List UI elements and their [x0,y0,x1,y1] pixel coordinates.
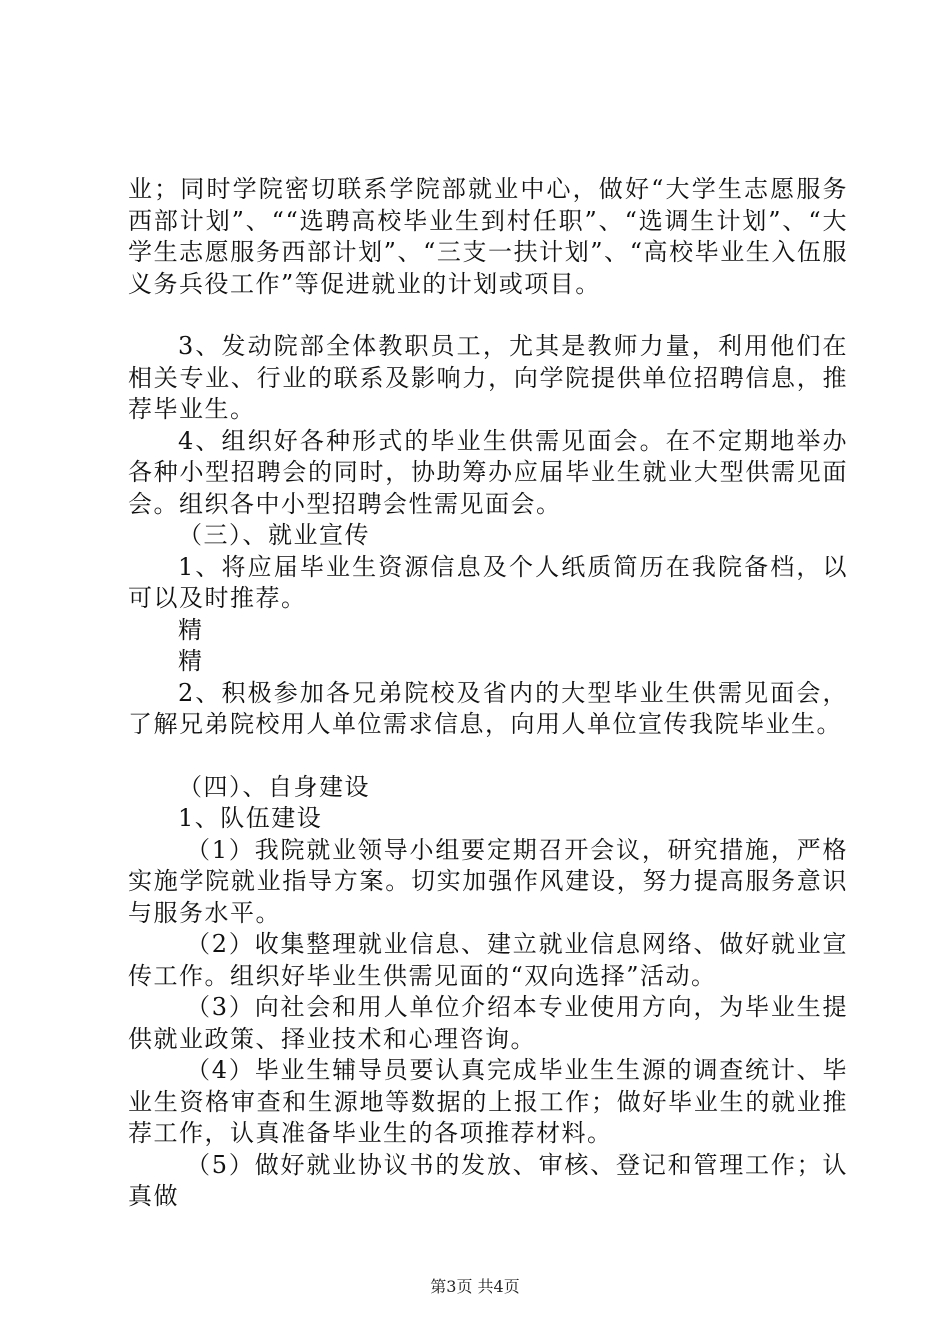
paragraph-marker-1: 精 [178,615,204,644]
paragraph-item-2: （2）收集整理就业信息、建立就业信息网络、做好就业宣传工作。组织好毕业生供需见面的“双向选择”活动。 [128,930,848,990]
paragraph-item-1: （1）我院就业领导小组要定期召开会议，研究措施，严格实施学院就业指导方案。切实加强作风建设，努力提高服务意识与服务水平。 [128,835,848,927]
document-body [128,174,848,1213]
page-footer: 第3页 共4页 [430,1277,520,1296]
paragraph-staff-mobilization: 3、发动院部全体教职员工，尤其是教师力量，利用他们在相关专业、行业的联系及影响力，向学院提供单位招聘信息，推荐毕业生。 [128,332,848,423]
paragraph-job-fairs: 4、组织好各种形式的毕业生供需见面会。在不定期地举办各种小型招聘会的同时，协助筹办应届毕业生就业大型供需见面会。组织各中小型招聘会性需见面会。 [128,426,848,518]
paragraph-item-3: （3）向社会和用人单位介绍本专业使用方向，为毕业生提供就业政策、择业技术和心理咨询。 [128,993,848,1053]
section-heading-publicity: （三）、就业宣传 [178,521,370,549]
paragraph-marker-2: 精 [178,647,204,675]
subsection-heading-team: 1、队伍建设 [178,804,323,832]
paragraph-item-4: （4）毕业生辅导员要认真完成毕业生生源的调查统计、毕业生资格审查和生源地等数据的上报工作；做好毕业生的就业推荐工作，认真准备毕业生的各项推荐材料。 [128,1056,848,1147]
paragraph-resume-archive: 1、将应届毕业生资源信息及个人纸质简历在我院备档，以可以及时推荐。 [128,552,848,612]
paragraph-external-fairs: 2、积极参加各兄弟院校及省内的大型毕业生供需见面会，了解兄弟院校用人单位需求信息，向用人单位宣传我院毕业生。 [128,678,848,738]
section-heading-self-building: （四）、自身建设 [178,772,370,801]
paragraph-item-5: （5）做好就业协议书的发放、审核、登记和管理工作；认真做 [128,1150,848,1210]
paragraph-plans-list: 业；同时学院密切联系学院部就业中心，做好“大学生志愿服务西部计划”、““选聘高校毕业生到村任职”、“选调生计划”、“大学生志愿服务西部计划”、“三支一扶计划”、“高校毕业生入伍服义务兵役工作”等促进就业的计划或项目。 [128,175,848,298]
